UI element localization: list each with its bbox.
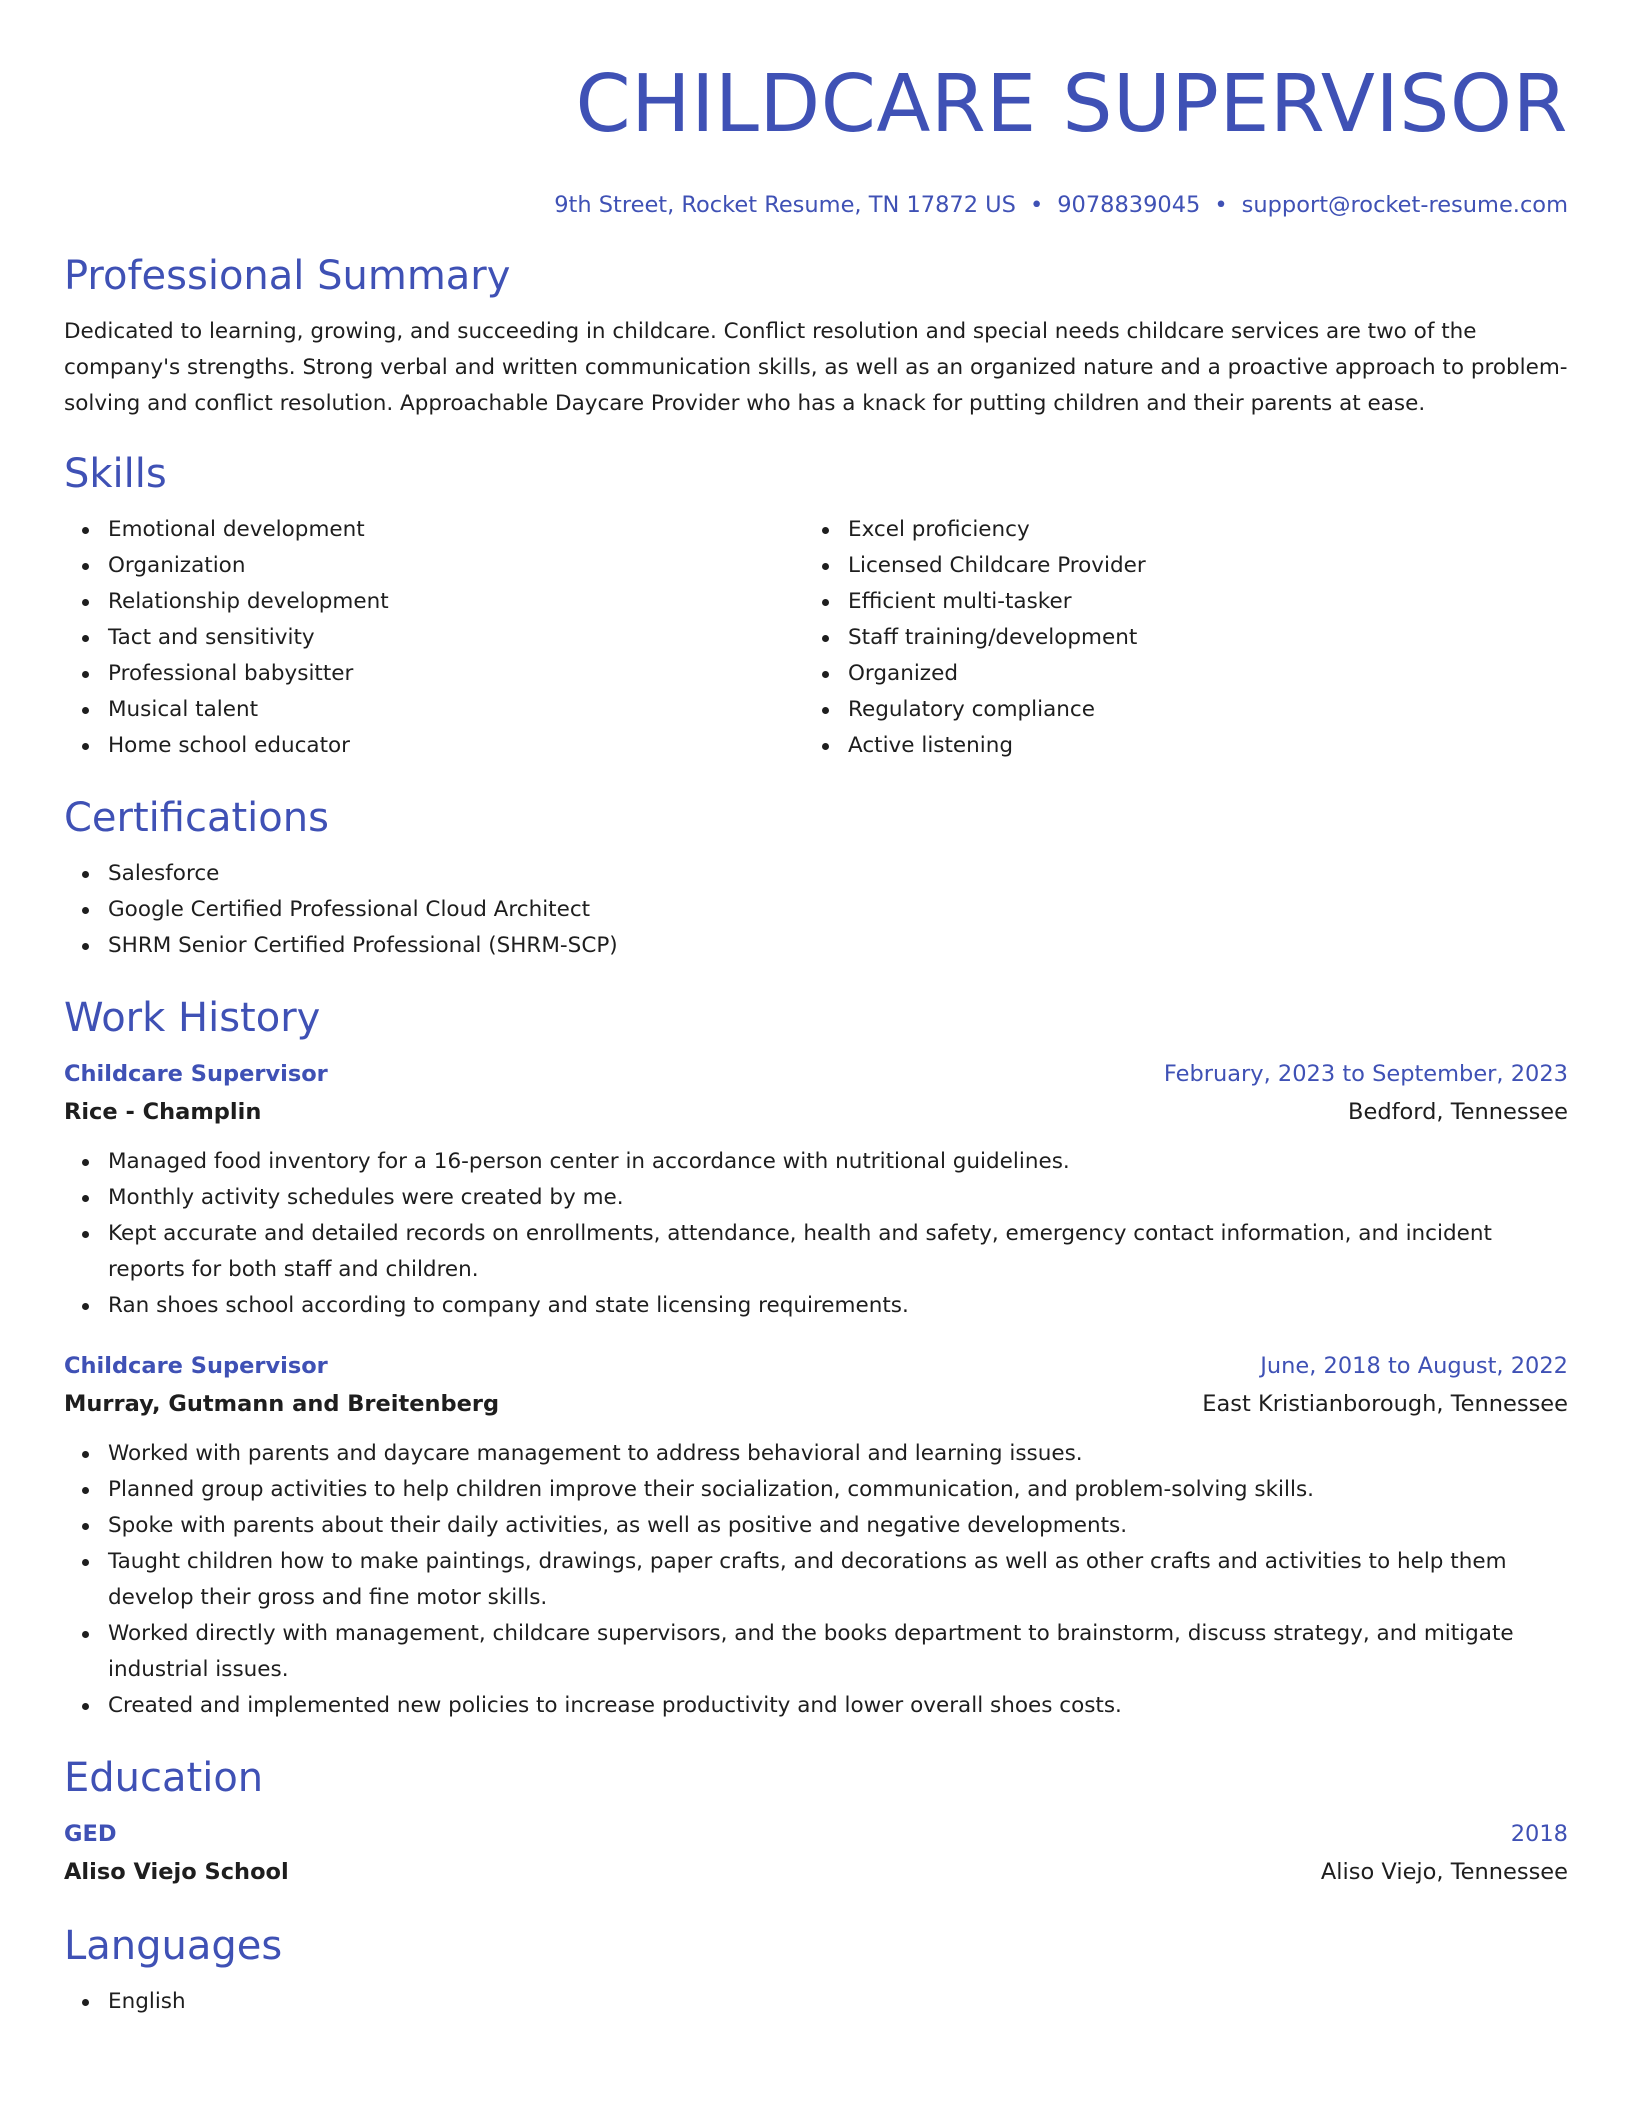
education-degree: GED [64, 1821, 117, 1847]
skills-section [64, 450, 1568, 764]
language-item: English [64, 1984, 1568, 2020]
certifications-list [64, 856, 1568, 964]
certification-item: Google Certified Professional Cloud Architect [64, 892, 1568, 928]
skill-item: Relationship development [64, 584, 804, 620]
skill-item: Active listening [804, 728, 1544, 764]
contact-phone: 9078839045 [1057, 192, 1201, 218]
job-bullet: Kept accurate and detailed records on enrollments, attendance, health and safety, emergency contact information, and incident reports for both staff and children. [64, 1216, 1568, 1288]
education-location: Aliso Viejo, Tennessee [1320, 1859, 1568, 1885]
job-header-row [64, 1056, 1568, 1092]
skill-item: Organized [804, 656, 1544, 692]
education-school: Aliso Viejo School [64, 1859, 289, 1885]
job-bullet: Spoke with parents about their daily activities, as well as positive and negative developments. [64, 1508, 1568, 1544]
skill-item: Regulatory compliance [804, 692, 1544, 728]
job-bullets [64, 1144, 1568, 1324]
education-header-row [64, 1816, 1568, 1852]
skills-title: Skills [64, 451, 167, 497]
skill-item: Musical talent [64, 692, 804, 728]
skill-item: Organization [64, 548, 804, 584]
job-company: Rice - Champlin [64, 1099, 262, 1125]
job-bullet: Monthly activity schedules were created by me. [64, 1180, 1568, 1216]
education-year: 2018 [1510, 1821, 1568, 1847]
skill-item: Efficient multi-tasker [804, 584, 1544, 620]
job-dates: February, 2023 to September, 2023 [1163, 1061, 1568, 1087]
job-entry [64, 1056, 1568, 1324]
job-bullet: Worked directly with management, childcare supervisors, and the books department to brainstorm, discuss strategy, and mitigate industrial issues. [64, 1616, 1568, 1688]
certifications-section [64, 794, 1568, 964]
languages-section [64, 1922, 1568, 2020]
summary-text: Dedicated to learning, growing, and succeeding in childcare. Conflict resolution and special needs childcare services are two of the company's strengths. Strong verbal and written communication skills, as well as an organized nature and a proactive approach to problem-solving and conflict resolution. Approachable Daycare Provider who has a knack for putting children and their parents at ease. [64, 319, 1568, 416]
job-bullet: Managed food inventory for a 16-person center in accordance with nutritional guidelines. [64, 1144, 1568, 1180]
job-entry [64, 1348, 1568, 1724]
education-entry [64, 1816, 1568, 1892]
education-section [64, 1754, 1568, 1892]
job-bullet: Created and implemented new policies to increase productivity and lower overall shoes costs. [64, 1688, 1568, 1724]
summary-section [64, 252, 1568, 422]
contact-email[interactable]: support@rocket-resume.com [1241, 192, 1568, 218]
job-location: East Kristianborough, Tennessee [1202, 1391, 1568, 1417]
certification-item: SHRM Senior Certified Professional (SHRM-SCP) [64, 928, 1568, 964]
skill-item: Professional babysitter [64, 656, 804, 692]
job-location: Bedford, Tennessee [1348, 1099, 1568, 1125]
skill-item: Licensed Childcare Provider [804, 548, 1544, 584]
candidate-name: CHILDCARE SUPERVISOR [575, 58, 1568, 150]
job-bullet: Ran shoes school according to company and state licensing requirements. [64, 1288, 1568, 1324]
contact-separator: • [1214, 192, 1228, 218]
job-header-row [64, 1348, 1568, 1384]
skill-item: Emotional development [64, 512, 804, 548]
job-company-row [64, 1384, 1568, 1424]
certifications-title: Certifications [64, 795, 329, 841]
job-company-row [64, 1092, 1568, 1132]
job-bullet: Worked with parents and daycare management to address behavioral and learning issues. [64, 1436, 1568, 1472]
job-title: Childcare Supervisor [64, 1061, 328, 1087]
job-dates: June, 2018 to August, 2022 [1260, 1353, 1568, 1379]
languages-list [64, 1984, 1568, 2020]
job-bullet: Taught children how to make paintings, drawings, paper crafts, and decorations as well as other crafts and activities to help them develop their gross and fine motor skills. [64, 1544, 1568, 1616]
work-history-title: Work History [64, 995, 321, 1041]
work-history-section [64, 994, 1568, 1724]
summary-title: Professional Summary [64, 253, 511, 299]
job-company: Murray, Gutmann and Breitenberg [64, 1391, 500, 1417]
contact-line [64, 190, 1568, 220]
skill-item: Home school educator [64, 728, 804, 764]
skill-item: Staff training/development [804, 620, 1544, 656]
resume-header [64, 58, 1568, 220]
education-school-row [64, 1852, 1568, 1892]
contact-address: 9th Street, Rocket Resume, TN 17872 US [554, 192, 1016, 218]
contact-separator: • [1029, 192, 1044, 218]
skills-grid [64, 512, 1568, 764]
certification-item: Salesforce [64, 856, 1568, 892]
skill-item: Excel proficiency [804, 512, 1544, 548]
job-title: Childcare Supervisor [64, 1353, 328, 1379]
education-title: Education [64, 1755, 264, 1801]
skills-list-right [804, 512, 1544, 764]
skill-item: Tact and sensitivity [64, 620, 804, 656]
skills-list-left [64, 512, 804, 764]
languages-title: Languages [64, 1923, 283, 1969]
job-bullet: Planned group activities to help children improve their socialization, communication, and problem-solving skills. [64, 1472, 1568, 1508]
job-bullets [64, 1436, 1568, 1724]
